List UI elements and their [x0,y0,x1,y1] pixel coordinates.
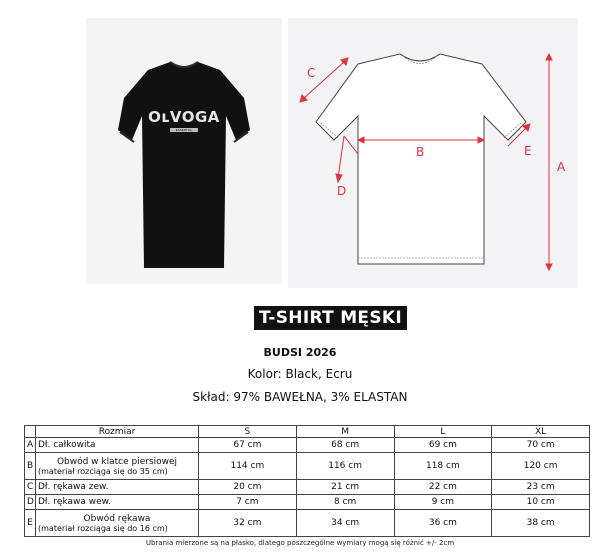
table-cell: 38 cm [492,510,590,537]
table-row [25,453,590,480]
table-cell: 9 cm [394,495,492,510]
table-cell: 36 cm [394,510,492,537]
brand-print: OʟVOGA [148,108,220,126]
tshirt-photo-graphic [86,18,282,284]
table-header-row [25,426,590,438]
dimension-label-a: A [557,160,566,174]
table-header-cell [25,426,36,438]
measurement-diagram [288,18,578,288]
row-label-sub: (materiał rozciąga się do 35 cm) [38,466,168,476]
table-cell: 34 cm [296,510,394,537]
table-row [25,438,590,453]
table-cell: 21 cm [296,480,394,495]
product-title: T-SHIRT MĘSKI [254,306,407,330]
table-cell: 114 cm [199,453,297,480]
row-label-main: Obwód rękawa [83,513,151,524]
table-cell: 20 cm [199,480,297,495]
row-label: Dł. rękawa zew. [36,480,199,495]
table-cell: 67 cm [199,438,297,453]
row-letter: E [25,510,36,537]
table-cell: 22 cm [394,480,492,495]
table-cell: 120 cm [492,453,590,480]
product-color: Kolor: Black, Ecru [247,367,353,381]
row-letter: C [25,480,36,495]
measurement-footnote: Ubrania mierzone są na płasko, dlatego poszczególne wymiary mogą się różnić +/- 2cm [145,539,455,547]
table-row [25,495,590,510]
table-cell: 69 cm [394,438,492,453]
size-table [24,425,590,537]
table-header-size: S [199,426,297,438]
row-label [36,510,199,537]
table-cell: 10 cm [492,495,590,510]
dimension-label-d: D [337,184,347,198]
table-cell: 116 cm [296,453,394,480]
table-header-size: L [394,426,492,438]
row-letter: A [25,438,36,453]
table-header-size: M [296,426,394,438]
table-cell: 70 cm [492,438,590,453]
product-photo [86,18,282,284]
table-cell: 23 cm [492,480,590,495]
tshirt-outline-graphic [288,18,578,288]
table-row [25,510,590,537]
table-header-label: Rozmiar [36,426,199,438]
table-cell: 8 cm [296,495,394,510]
table-cell: 118 cm [394,453,492,480]
table-cell: 32 cm [199,510,297,537]
table-row [25,480,590,495]
row-label [36,453,199,480]
table-header-size: XL [492,426,590,438]
row-letter: B [25,453,36,480]
row-label-main: Obwód w klatce piersiowej [56,456,178,467]
row-label: Dł. całkowita [36,438,199,453]
dimension-label-e: E [524,144,532,158]
table-cell: 7 cm [199,495,297,510]
dimension-label-b: B [416,145,425,159]
product-model: BUDSI 2026 [263,346,337,359]
row-label: Dł. rękawa wew. [36,495,199,510]
product-composition: Skład: 97% BAWEŁNA, 3% ELASTAN [192,390,408,404]
row-letter: D [25,495,36,510]
row-label-sub: (materiał rozciąga się do 16 cm) [38,523,168,533]
table-cell: 68 cm [296,438,394,453]
dimension-label-c: C [307,66,316,80]
brand-print-sub: ESSENTIAL [170,128,198,132]
